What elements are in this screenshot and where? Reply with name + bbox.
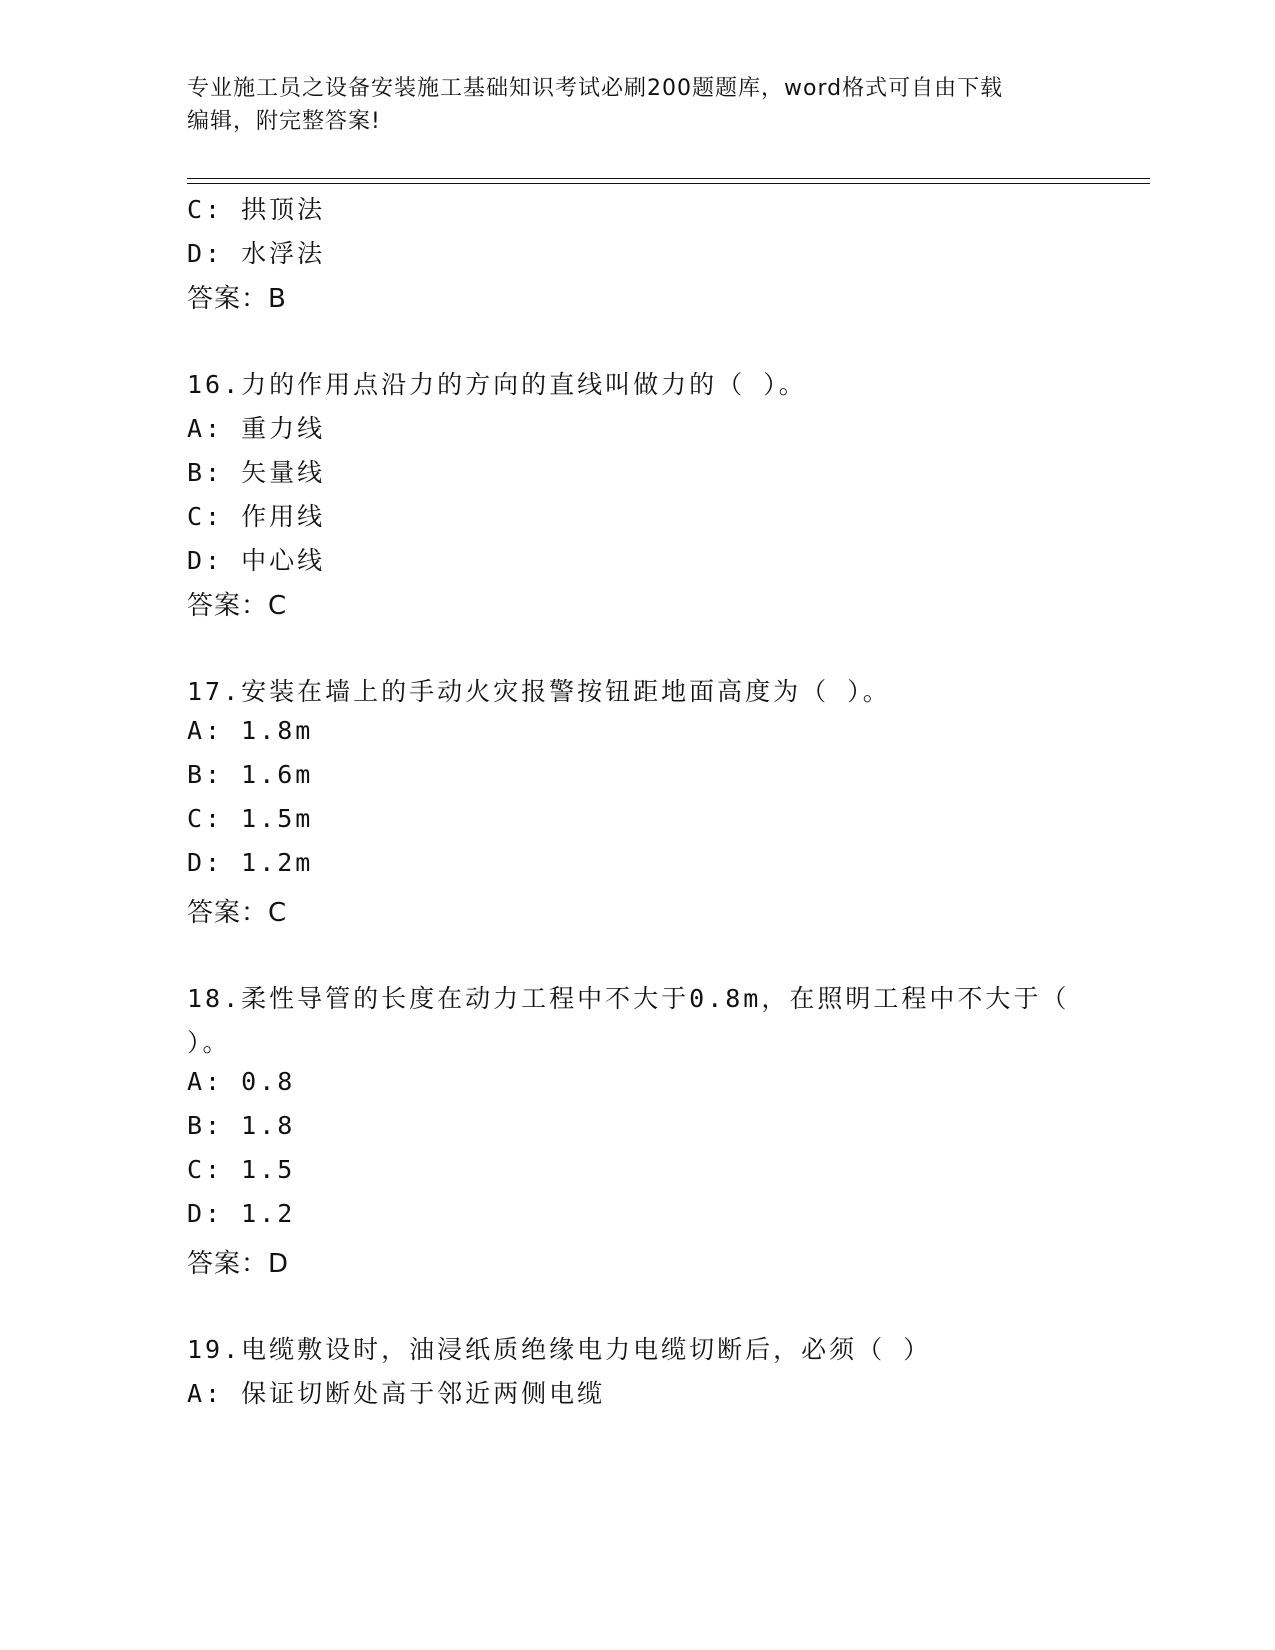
header-title-line-1: 专业施工员之设备安装施工基础知识考试必刷200题题库，word格式可自由下载 xyxy=(187,76,1004,101)
document-header xyxy=(187,72,1087,138)
question-18-option-c: C: 1.5 xyxy=(187,1155,296,1184)
question-16-option-d: D: 中心线 xyxy=(187,546,326,575)
question-16-option-c: C: 作用线 xyxy=(187,502,326,531)
question-18-stem-line-2: ）。 xyxy=(187,1028,231,1057)
question-17-answer: 答案：C xyxy=(187,898,288,928)
question-18-answer: 答案：D xyxy=(187,1249,290,1279)
question-16-stem: 16.力的作用点沿力的方向的直线叫做力的（ ）。 xyxy=(187,370,807,399)
question-16-option-b: B: 矢量线 xyxy=(187,458,326,487)
question-18-option-a: A: 0.8 xyxy=(187,1067,296,1096)
question-17-option-b: B: 1.6m xyxy=(187,760,314,789)
question-18-stem-line-1: 18.柔性导管的长度在动力工程中不大于0.8m，在照明工程中不大于（ xyxy=(187,984,1070,1013)
question-16-option-a: A: 重力线 xyxy=(187,414,326,443)
question-17-option-a: A: 1.8m xyxy=(187,716,314,745)
question-17-option-d: D: 1.2m xyxy=(187,848,314,877)
question-19-stem: 19.电缆敷设时，油浸纸质绝缘电力电缆切断后，必须（ ） xyxy=(187,1335,932,1364)
option-c: C: 拱顶法 xyxy=(187,195,326,224)
option-d: D: 水浮法 xyxy=(187,239,326,268)
question-17-stem: 17.安装在墙上的手动火灾报警按钮距地面高度为（ ）。 xyxy=(187,677,891,706)
question-16-answer: 答案：C xyxy=(187,591,288,621)
header-divider-bottom xyxy=(187,183,1150,184)
header-divider-top xyxy=(187,178,1150,179)
answer-label: 答案：B xyxy=(187,284,287,314)
question-17-option-c: C: 1.5m xyxy=(187,804,314,833)
question-18-option-d: D: 1.2 xyxy=(187,1199,296,1228)
question-19-option-a: A: 保证切断处高于邻近两侧电缆 xyxy=(187,1379,606,1408)
question-18-option-b: B: 1.8 xyxy=(187,1111,296,1140)
header-title-line-2: 编辑，附完整答案! xyxy=(187,109,381,134)
